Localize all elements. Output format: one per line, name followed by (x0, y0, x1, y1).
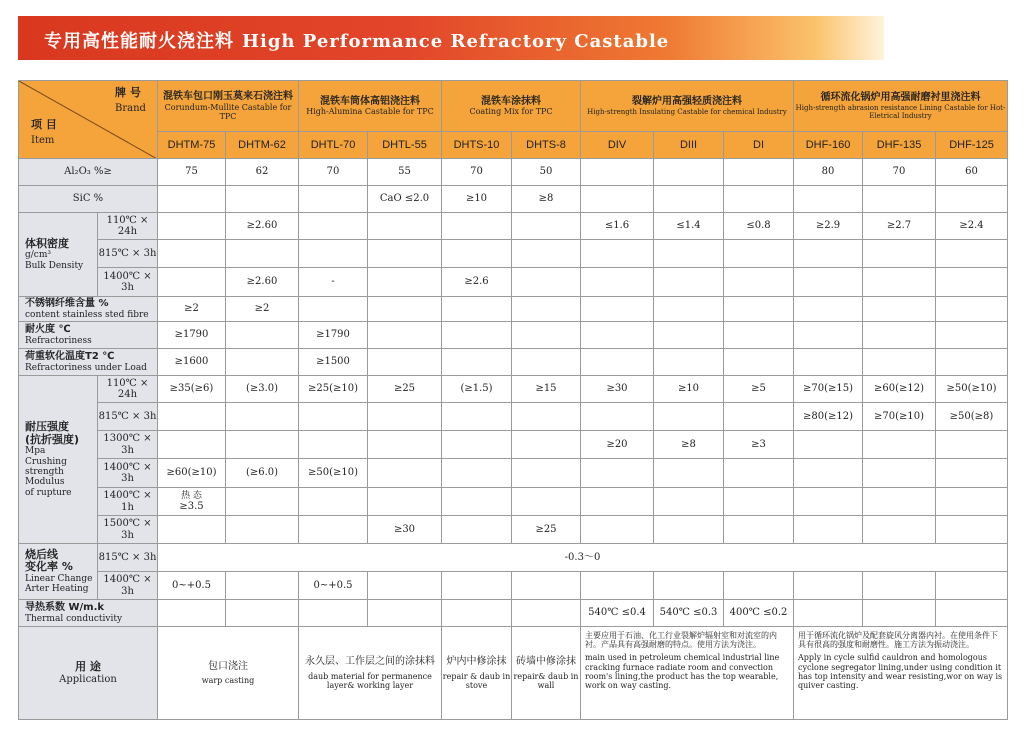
value-cell (794, 459, 863, 488)
value-cell (794, 297, 863, 322)
value-cell (512, 268, 581, 297)
value-cell (368, 600, 442, 627)
grade-code: DIV (581, 132, 654, 159)
usage-cn: 炉内中修涂抹 (446, 656, 507, 668)
value-cell: ≥2.9 (794, 213, 863, 240)
value-cell: ≤1.6 (581, 213, 654, 240)
value-cell (936, 516, 1008, 544)
label-en: Application (59, 673, 117, 685)
value-cell: 62 (226, 159, 299, 186)
usage-insulating (581, 627, 794, 720)
value-cell: 400℃ ≤0.2 (724, 600, 794, 627)
value-cell (512, 349, 581, 376)
row-label-thermal (18, 600, 158, 627)
value-cell (158, 268, 226, 297)
value-cell (368, 488, 442, 516)
value-cell (581, 186, 654, 213)
row-label-refractoriness (18, 322, 158, 349)
value-cell (863, 572, 936, 600)
value-cell (724, 572, 794, 600)
value-cell (794, 322, 863, 349)
value-cell: 70 (299, 159, 368, 186)
usage-en: main used in petroleum chemical industrial line cracking furnace radiate room and convection room's lining,the product has the top wearable, work on way casting. (585, 653, 780, 690)
value-cell (863, 268, 936, 297)
value-cell (226, 322, 299, 349)
value-cell (581, 349, 654, 376)
value-cell (299, 403, 368, 431)
label-cn: 耐压强度 (25, 420, 69, 433)
value-cell: ≥2 (226, 297, 299, 322)
value-cell (724, 459, 794, 488)
param-cell: 1400℃ × 3h (98, 268, 158, 297)
value-cell (368, 297, 442, 322)
label-en: Thermal conductivity (25, 613, 123, 624)
value-cell: ≥30 (368, 516, 442, 544)
value-cell: ≥8 (654, 431, 724, 459)
grade-code: DIII (654, 132, 724, 159)
value-cell (724, 403, 794, 431)
label-en: Modulus (25, 477, 65, 488)
value-cell (581, 572, 654, 600)
value-cell (936, 488, 1008, 516)
grade-code: DHTM-62 (226, 132, 299, 159)
value-cell (512, 459, 581, 488)
value-cell (299, 516, 368, 544)
value-cell (226, 349, 299, 376)
value-cell (863, 459, 936, 488)
value-cell (936, 431, 1008, 459)
value-cell: ≥2.60 (226, 213, 299, 240)
value-cell (442, 516, 512, 544)
group-name-en: High-strength Insulating Castable for chemical Industry (587, 107, 787, 116)
param-cell: 110℃ × 24h (98, 213, 158, 240)
value-cell (299, 431, 368, 459)
grade-code: DHTM-75 (158, 132, 226, 159)
value-cell: (≥6.0) (226, 459, 299, 488)
value-cell (581, 516, 654, 544)
value-cell (654, 159, 724, 186)
value-cell (863, 240, 936, 268)
value-cell (581, 297, 654, 322)
usage-corundum (158, 627, 299, 720)
row-label-fibre (18, 297, 158, 322)
value-cell (368, 349, 442, 376)
value-cell (863, 322, 936, 349)
row-label-rul (18, 349, 158, 376)
value-cell (724, 516, 794, 544)
grade-code: DHTL-70 (299, 132, 368, 159)
value-cell (368, 572, 442, 600)
label-en: Refractoriness (25, 335, 92, 346)
value-cell (368, 213, 442, 240)
value-cell: ≥25 (368, 376, 442, 403)
label-cn: 体积密度 (25, 236, 69, 250)
hot-state-value: ≥3.5 (179, 500, 204, 512)
usage-cn: 砖墙中修涂抹 (516, 656, 576, 668)
group-name-en: Coating Mix for TPC (469, 107, 553, 117)
value-cell (936, 459, 1008, 488)
label-cn: 不锈钢纤维含量 % (25, 298, 109, 310)
value-cell (299, 488, 368, 516)
value-cell (512, 403, 581, 431)
param-cell: 1400℃ × 3h (98, 459, 158, 488)
value-cell (794, 516, 863, 544)
label-en: Arter Heating (25, 584, 89, 595)
grade-code: DHF-160 (794, 132, 863, 159)
value-cell (654, 268, 724, 297)
group-name-en: Corundum-Mullite Castable for TPC (164, 102, 292, 121)
value-cell (654, 516, 724, 544)
value-cell (863, 186, 936, 213)
value-cell (442, 297, 512, 322)
value-cell: ≥1600 (158, 349, 226, 376)
value-cell (512, 431, 581, 459)
group-name-cn: 裂解炉用高强轻质浇注料 (632, 96, 742, 108)
value-cell: 70 (863, 159, 936, 186)
value-cell: ≥2.7 (863, 213, 936, 240)
value-cell (158, 431, 226, 459)
value-cell (442, 459, 512, 488)
value-cell (581, 488, 654, 516)
value-cell (442, 572, 512, 600)
value-cell (368, 240, 442, 268)
value-cell (512, 240, 581, 268)
value-cell (158, 213, 226, 240)
group-name-cn: 混铁车筒体高铝浇注料 (320, 95, 420, 107)
row-label-sic: SiC % (18, 186, 158, 213)
row-label-al2o3: Al₂O₃ %≥ (18, 159, 158, 186)
usage-en: Apply in cycle sulfid cauldron and homologous cyclone segregator lining,under using condition it has top intensity and wear resisting,wor on way is quiver casting. (798, 653, 1003, 690)
value-cell (581, 159, 654, 186)
value-cell: ≥1790 (158, 322, 226, 349)
value-cell: ≥2 (158, 297, 226, 322)
value-cell (442, 431, 512, 459)
value-cell (863, 297, 936, 322)
group-header (794, 80, 1008, 132)
label-en: of rupture (25, 487, 72, 498)
value-cell (936, 600, 1008, 627)
value-cell (794, 268, 863, 297)
group-header (581, 80, 794, 132)
value-cell (368, 431, 442, 459)
value-cell (724, 268, 794, 297)
value-cell (512, 488, 581, 516)
value-cell (654, 572, 724, 600)
value-cell (724, 297, 794, 322)
value-cell (581, 268, 654, 297)
value-cell: ≤1.4 (654, 213, 724, 240)
item-label-cn: 项 目 (31, 118, 57, 131)
value-cell (368, 403, 442, 431)
value-cell (299, 186, 368, 213)
value-cell: ≥1500 (299, 349, 368, 376)
value-cell: ≥5 (724, 376, 794, 403)
group-header (158, 80, 299, 132)
value-cell: 75 (158, 159, 226, 186)
value-cell (299, 213, 368, 240)
value-cell (226, 403, 299, 431)
value-cell: ≥25 (512, 516, 581, 544)
label-cn: 耐火度 ℃ (25, 324, 71, 336)
value-cell: - (299, 268, 368, 297)
value-cell (226, 431, 299, 459)
value-cell: ≥20 (581, 431, 654, 459)
value-cell (863, 431, 936, 459)
value-cell (158, 240, 226, 268)
value-cell: (≥1.5) (442, 376, 512, 403)
value-cell (442, 349, 512, 376)
header-corner (18, 80, 158, 159)
grade-code: DHTL-55 (368, 132, 442, 159)
label-cn: 变化率 % (25, 560, 73, 574)
value-cell (863, 600, 936, 627)
value-cell (368, 268, 442, 297)
row-label-linear-change (18, 544, 98, 600)
value-cell (724, 322, 794, 349)
value-cell (512, 213, 581, 240)
label-cn: 荷重软化温度T2 ℃ (25, 351, 115, 363)
value-cell (442, 213, 512, 240)
value-cell: ≥3 (724, 431, 794, 459)
value-cell (226, 516, 299, 544)
value-cell (654, 459, 724, 488)
group-name-en: High-Alumina Castable for TPC (306, 107, 434, 117)
value-cell (299, 240, 368, 268)
value-cell: ≥8 (512, 186, 581, 213)
value-cell: ≥2.4 (936, 213, 1008, 240)
value-cell (936, 268, 1008, 297)
value-cell (654, 403, 724, 431)
grade-code: DI (724, 132, 794, 159)
value-cell: 50 (512, 159, 581, 186)
usage-en: warp casting (201, 676, 255, 686)
label-cn: (抗折强度) (25, 432, 80, 446)
value-cell (654, 297, 724, 322)
value-cell (724, 349, 794, 376)
value-cell: ≥30 (581, 376, 654, 403)
param-cell: 1300℃ × 3h (98, 431, 158, 459)
value-cell: ≥60(≥10) (158, 459, 226, 488)
value-cell (442, 240, 512, 268)
label-en: Bulk Density (25, 260, 84, 271)
label-en: Refractoriness under Load (25, 362, 147, 373)
value-cell (654, 186, 724, 213)
grade-code: DHF-135 (863, 132, 936, 159)
param-cell: 1500℃ × 3h (98, 516, 158, 544)
value-cell (442, 600, 512, 627)
brand-label-en: Brand (115, 103, 146, 114)
value-cell (794, 572, 863, 600)
value-cell: 0~+0.5 (299, 572, 368, 600)
value-cell (794, 600, 863, 627)
value-cell (724, 240, 794, 268)
grade-code: DHTS-8 (512, 132, 581, 159)
value-cell (863, 349, 936, 376)
param-cell: 110℃ × 24h (98, 376, 158, 403)
value-cell (724, 488, 794, 516)
group-name-en: High-strength abrasion resistance Lining Castable for Hot-Eletrical Industry (795, 103, 1006, 120)
value-cell (654, 322, 724, 349)
row-label-strength (18, 376, 98, 544)
title-en: High Performance Refractory Castable (242, 31, 670, 52)
value-cell: ≥1790 (299, 322, 368, 349)
value-cell (512, 297, 581, 322)
value-cell: 60 (936, 159, 1008, 186)
hot-state-label: 热 态 (181, 490, 202, 501)
usage-en: repair & daub in stove (442, 671, 511, 690)
group-name-cn: 混铁车涂抹料 (481, 95, 541, 107)
value-cell (442, 488, 512, 516)
usage-abrasion (794, 627, 1008, 720)
row-label-usage (18, 627, 158, 720)
label-en: strength (25, 466, 64, 477)
usage-en: daub material for permanence layer& working layer (308, 671, 432, 690)
grade-code: DHF-125 (936, 132, 1008, 159)
value-cell (936, 572, 1008, 600)
value-cell: ≥70(≥10) (863, 403, 936, 431)
value-cell: ≥10 (654, 376, 724, 403)
value-cell (512, 600, 581, 627)
value-cell (936, 322, 1008, 349)
value-cell (158, 516, 226, 544)
usage-cn: 主要应用于石油、化工行业裂解炉辐射室和对流室的内衬。产品具有高强耐磨的特点。使用方法为浇注。 (585, 631, 777, 650)
linear-change-span-value: -0.3～0 (158, 544, 1008, 572)
label-unit: g/cm³ (25, 250, 51, 261)
value-cell (226, 186, 299, 213)
value-cell (724, 159, 794, 186)
param-cell: 815℃ × 3h (98, 240, 158, 268)
value-cell: ≥60(≥12) (863, 376, 936, 403)
value-cell (794, 488, 863, 516)
value-cell (368, 459, 442, 488)
param-cell: 1400℃ × 3h (98, 572, 158, 600)
label-cn: 用 途 (75, 659, 101, 673)
value-cell (936, 349, 1008, 376)
value-cell (863, 488, 936, 516)
value-cell (158, 403, 226, 431)
param-cell: 1400℃ × 1h (98, 488, 158, 516)
value-cell (654, 488, 724, 516)
value-cell: ≥50(≥10) (936, 376, 1008, 403)
value-cell (226, 600, 299, 627)
value-cell (936, 186, 1008, 213)
label-en: Linear Change (25, 573, 93, 584)
value-cell (158, 600, 226, 627)
row-label-bulk-density (18, 213, 98, 297)
value-cell: ≥2.60 (226, 268, 299, 297)
value-cell (442, 403, 512, 431)
brand-label-cn: 牌 号 (115, 86, 141, 99)
value-cell (654, 349, 724, 376)
value-cell (581, 322, 654, 349)
value-cell (512, 322, 581, 349)
value-cell (226, 572, 299, 600)
value-cell (581, 459, 654, 488)
label-cn: 烧后线 (25, 547, 58, 561)
param-cell: 815℃ × 3h (98, 544, 158, 572)
value-cell (581, 403, 654, 431)
value-cell (794, 349, 863, 376)
value-cell: ≥15 (512, 376, 581, 403)
value-cell: ≤0.8 (724, 213, 794, 240)
value-cell: ≥50(≥10) (299, 459, 368, 488)
usage-cn: 包口浇注 (208, 660, 248, 672)
value-cell: 80 (794, 159, 863, 186)
group-header (442, 80, 581, 132)
value-cell: 540℃ ≤0.4 (581, 600, 654, 627)
value-cell: 70 (442, 159, 512, 186)
value-cell: 0~+0.5 (158, 572, 226, 600)
value-cell (512, 572, 581, 600)
value-cell: (≥3.0) (226, 376, 299, 403)
value-cell: 55 (368, 159, 442, 186)
value-cell (794, 240, 863, 268)
value-cell (936, 297, 1008, 322)
page-title (44, 27, 669, 53)
label-unit: Mpa (25, 446, 46, 457)
value-cell: ≥10 (442, 186, 512, 213)
grade-code: DHTS-10 (442, 132, 512, 159)
usage-coating-stove (442, 627, 512, 720)
value-cell (863, 516, 936, 544)
title-cn: 专用高性能耐火浇注料 (44, 31, 234, 52)
value-cell (368, 322, 442, 349)
item-label-en: Item (31, 135, 55, 146)
value-cell (724, 186, 794, 213)
value-cell: CaO ≤2.0 (368, 186, 442, 213)
value-cell: ≥50(≥8) (936, 403, 1008, 431)
value-cell (581, 240, 654, 268)
value-cell: ≥70(≥15) (794, 376, 863, 403)
usage-en: repair& daub in wall (513, 671, 579, 690)
value-cell (299, 600, 368, 627)
value-cell (936, 240, 1008, 268)
value-cell: ≥25(≥10) (299, 376, 368, 403)
value-cell: ≥2.6 (442, 268, 512, 297)
value-cell: ≥35(≥6) (158, 376, 226, 403)
value-cell (299, 297, 368, 322)
label-en: content stainless sted fibre (25, 309, 149, 320)
group-name-cn: 混铁车包口刚玉莫来石浇注料 (163, 91, 293, 103)
group-header (299, 80, 442, 132)
value-cell (654, 240, 724, 268)
usage-high-alumina (299, 627, 442, 720)
value-cell (158, 186, 226, 213)
usage-cn: 用于循环流化锅炉及配套旋风分离器内衬。在使用条件下具有很高的强度和耐磨性。施工方法为振动浇注。 (798, 631, 998, 650)
value-cell (226, 240, 299, 268)
param-cell: 815℃ × 3h (98, 403, 158, 431)
value-cell (158, 488, 226, 516)
label-cn: 导热系数 W/m.k (25, 602, 105, 614)
group-name-cn: 循环流化锅炉用高强耐磨衬里浇注料 (820, 92, 981, 104)
usage-coating-wall (512, 627, 581, 720)
usage-cn: 永久层、工作层之间的涂抹料 (305, 656, 435, 668)
value-cell: 540℃ ≤0.3 (654, 600, 724, 627)
value-cell: ≥80(≥12) (794, 403, 863, 431)
value-cell (794, 431, 863, 459)
spec-table (18, 80, 1008, 720)
value-cell (226, 488, 299, 516)
label-en: Crushing (25, 456, 67, 467)
value-cell (794, 186, 863, 213)
value-cell (442, 322, 512, 349)
